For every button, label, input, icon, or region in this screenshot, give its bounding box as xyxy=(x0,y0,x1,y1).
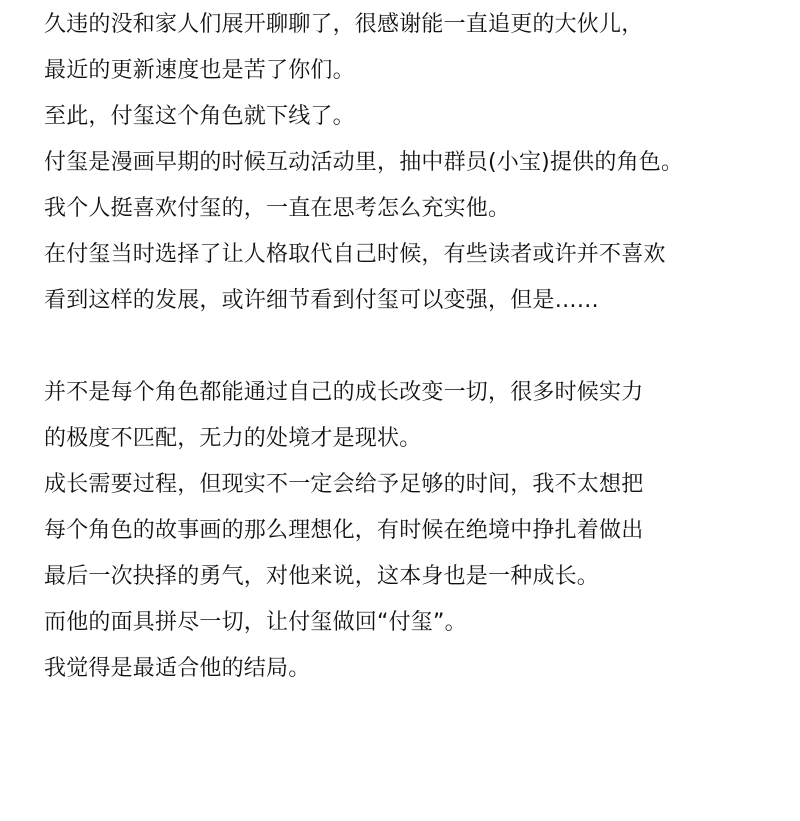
text-line: 的极度不匹配，无力的处境才是现状。 xyxy=(44,426,422,451)
text-line: 在付玺当时选择了让人格取代自己时候，有些读者或许并不喜欢 xyxy=(44,242,666,267)
text-line: 我个人挺喜欢付玺的，一直在思考怎么充实他。 xyxy=(44,196,511,221)
text-line: 我觉得是最适合他的结局。 xyxy=(44,656,311,681)
paragraph-spacer xyxy=(44,324,784,370)
text-line: 付玺是漫画早期的时候互动活动里，抽中群员(小宝)提供的角色。 xyxy=(44,150,684,175)
text-line: 久违的没和家人们展开聊聊了，很感谢能一直追更的大伙儿， xyxy=(44,12,644,37)
author-note xyxy=(44,0,784,692)
text-line: 而他的面具拼尽一切，让付玺做回“付玺”。 xyxy=(44,610,467,635)
text-line: 至此，付玺这个角色就下线了。 xyxy=(44,104,355,129)
text-line: 成长需要过程，但现实不一定会给予足够的时间，我不太想把 xyxy=(44,472,644,497)
text-line: 最近的更新速度也是苦了你们。 xyxy=(44,58,355,83)
text-line: 看到这样的发展，或许细节看到付玺可以变强，但是…… xyxy=(44,288,600,313)
text-line: 并不是每个角色都能通过自己的成长改变一切，很多时候实力 xyxy=(44,380,644,405)
text-line: 最后一次抉择的勇气，对他来说，这本身也是一种成长。 xyxy=(44,564,600,589)
text-line: 每个角色的故事画的那么理想化，有时候在绝境中挣扎着做出 xyxy=(44,518,644,543)
